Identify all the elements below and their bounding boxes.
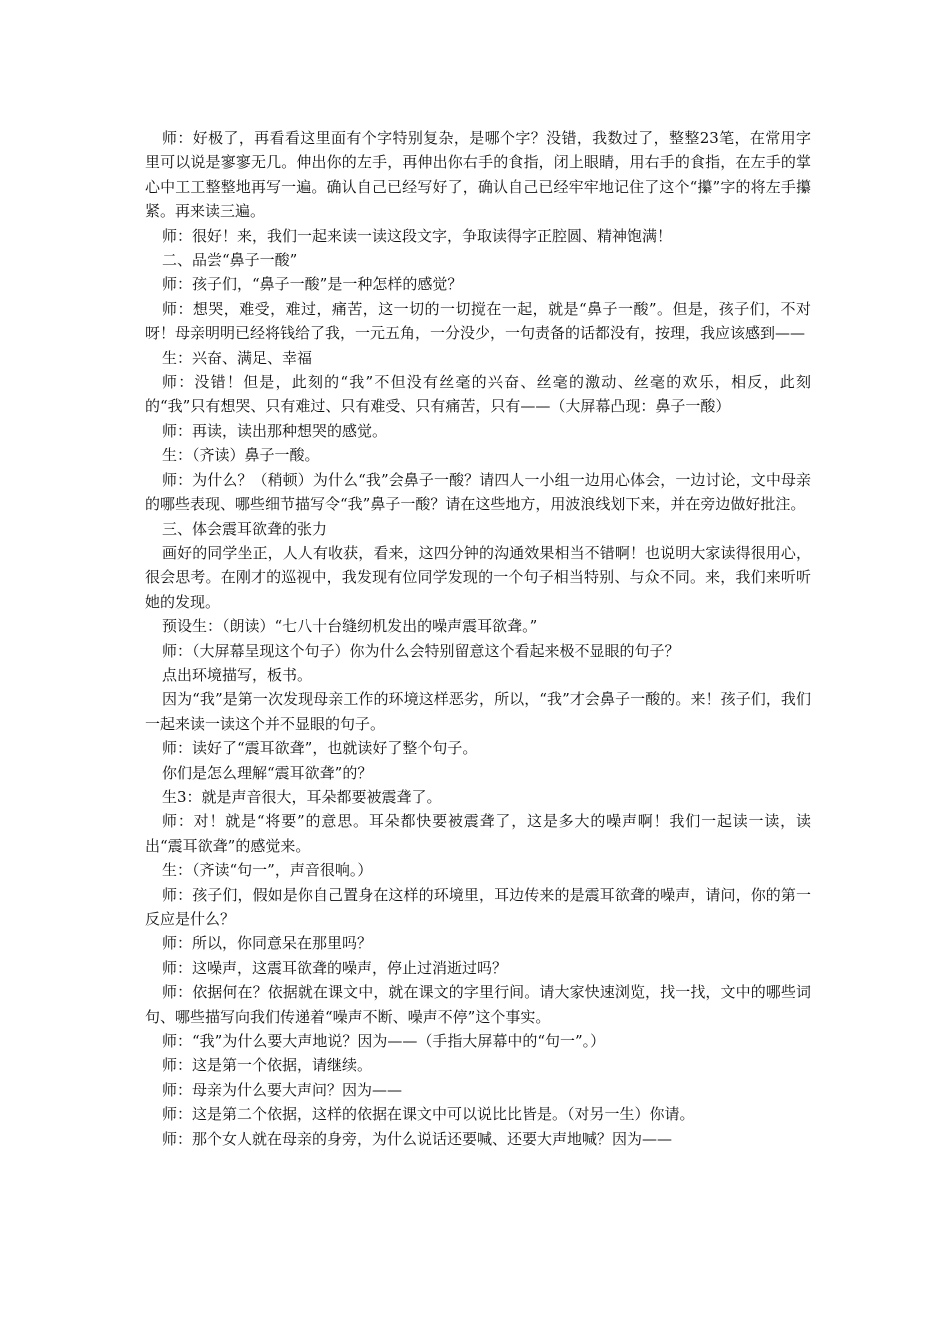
paragraph: 你们是怎么理解“震耳欲聋”的？ (162, 763, 373, 782)
section-heading: 二、品尝“鼻子一酸” (162, 251, 298, 270)
paragraph: 点出环境描写，板书。 (162, 665, 313, 684)
paragraph: 生：（齐读）鼻子一酸。 (162, 446, 320, 465)
paragraph: 生：兴奋、满足、幸福 (162, 348, 313, 367)
paragraph: 预设生：（朗读）“七八十台缝纫机发出的噪声震耳欲聋。” (162, 617, 538, 636)
paragraph: 师：孩子们，“鼻子一酸”是一种怎样的感觉？ (162, 275, 463, 294)
paragraph: 生3：就是声音很大，耳朵都要被震聋了。 (162, 787, 442, 806)
paragraph: 师：想哭，难受，难过，痛苦，这一切的一切搅在一起，就是“鼻子一酸”。但是，孩子们，不对呀！母亲明明已经将钱给了我，一元五角，一分没少，一句责备的话都没有，按理，我应该感到—— (145, 299, 811, 343)
paragraph: 因为“我”是第一次发现母亲工作的环境这样恶劣，所以，“我”才会鼻子一酸的。来！孩子们，我们一起来读一读这个并不显眼的句子。 (145, 690, 811, 733)
paragraph: 师：（大屏幕呈现这个句子）你为什么会特别留意这个看起来极不显眼的句子？ (162, 641, 680, 660)
paragraph: 师：这噪声，这震耳欲聋的噪声，停止过消逝过吗？ (162, 958, 508, 977)
paragraph: 师：“我”为什么要大声地说？因为——（手指大屏幕中的“句一”。） (162, 1032, 606, 1051)
paragraph: 师：好极了，再看看这里面有个字特别复杂，是哪个字？没错，我数过了，整整23笔，在常用字里可以说是寥寥无几。伸出你的左手，再伸出你右手的食指，闭上眼睛，用右手的食指，在左手的掌心中工工整整地再写一遍。确认自己已经写好了，确认自己已经牢牢地记住了这个“攥”字的将左手攥紧。再来读三遍。 (145, 129, 811, 221)
paragraph: 师：没错！但是，此刻的“我”不但没有丝毫的兴奋、丝毫的激动、丝毫的欢乐，相反，此刻的“我”只有想哭、只有难过、只有难受、只有痛苦，只有——（大屏幕凸现：鼻子一酸） (145, 373, 811, 416)
document-page (145, 126, 811, 1151)
paragraph: 生：（齐读“句一”，声音很响。） (162, 861, 373, 880)
paragraph: 师：很好！来，我们一起来读一读这段文字，争取读得字正腔圆、精神饱满！ (162, 226, 673, 245)
paragraph: 师：这是第二个依据，这样的依据在课文中可以说比比皆是。（对另一生）你请。 (162, 1105, 695, 1124)
paragraph: 师：这是第一个依据，请继续。 (162, 1056, 373, 1075)
section-heading: 三、体会震耳欲聋的张力 (162, 519, 328, 538)
paragraph: 师：对！就是“将要”的意思。耳朵都快要被震聋了，这是多大的噪声啊！我们一起读一读，读出“震耳欲聋”的感觉来。 (145, 812, 811, 855)
paragraph: 画好的同学坐正，人人有收获，看来，这四分钟的沟通效果相当不错啊！也说明大家读得很用心，很会思考。在刚才的巡视中，我发现有位同学发现的一个句子相当特别、与众不同。来，我们来听听她的发现。 (145, 543, 811, 611)
paragraph: 师：那个女人就在母亲的身旁，为什么说话还要喊、还要大声地喊？因为—— (162, 1129, 673, 1148)
paragraph: 师：母亲为什么要大声问？因为—— (162, 1080, 403, 1099)
paragraph: 师：孩子们，假如是你自己置身在这样的环境里，耳边传来的是震耳欲聋的噪声，请问，你的第一反应是什么？ (145, 885, 811, 928)
paragraph: 师：再读，读出那种想哭的感觉。 (162, 421, 388, 440)
paragraph: 师：读好了“震耳欲聋”，也就读好了整个句子。 (162, 739, 478, 758)
paragraph: 师：依据何在？依据就在课文中，就在课文的字里行间。请大家快速浏览，找一找，文中的哪些词句、哪些描写向我们传递着“噪声不断、噪声不停”这个事实。 (145, 983, 811, 1026)
paragraph: 师：所以，你同意呆在那里吗？ (162, 934, 373, 953)
paragraph: 师：为什么？（稍顿）为什么“我”会鼻子一酸？请四人一小组一边用心体会，一边讨论，文中母亲的哪些表现、哪些细节描写令“我”鼻子一酸？请在这些地方，用波浪线划下来，并在旁边做好批注。 (145, 470, 811, 514)
